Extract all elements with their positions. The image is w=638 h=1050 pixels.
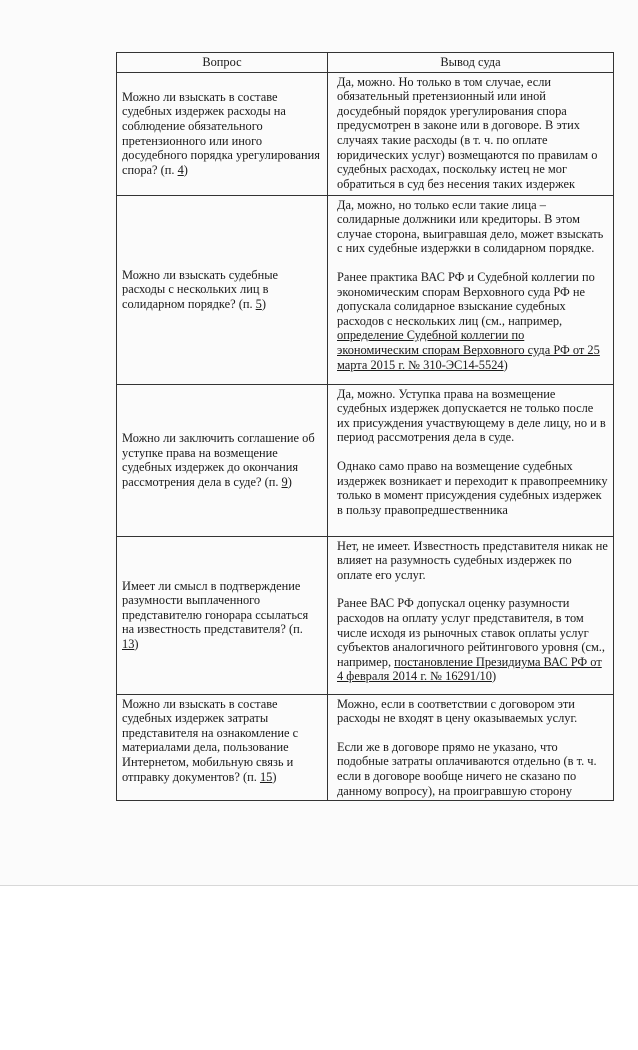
table-row — [117, 72, 614, 195]
court-ruling-link[interactable]: постановление Президиума ВАС РФ от 4 февраля 2014 г. № 16291/10 — [337, 654, 602, 684]
question-cell — [117, 536, 328, 694]
conclusion-cell — [328, 384, 614, 536]
question-cell — [117, 384, 328, 536]
question-end: ) — [287, 474, 292, 489]
paragraph-ref[interactable]: 4 — [177, 162, 184, 177]
conclusion-text: Да, можно, но только если такие лица – солидарные должники или кредиторы. В этом случае сторона, выигравшая дело, может взыскать с них судебные издержки в солидарном порядке. — [337, 197, 604, 256]
header-question: Вопрос — [117, 53, 328, 73]
table-header-row — [117, 53, 614, 73]
conclusion-note-text: Ранее ВАС РФ допускал оценку разумности расходов на оплату услуг представителя, в том числе исходя из рыночных ставок оплаты услуг субъектов аналогичного рейтингового уровня (см., например, — [337, 596, 606, 669]
table-row — [117, 694, 614, 801]
paragraph-ref[interactable]: 13 — [122, 636, 135, 651]
conclusion-text: Нет, не имеет. Известность представителя никак не влияет на разумность судебных издержек по оплате его услуг. — [337, 538, 608, 582]
conclusion-text: Да, можно. Уступка права на возмещение судебных издержек допускается не только после их присуждения участвующему в деле лицу, но и в период рассмотрения дела в суде. — [337, 386, 606, 445]
table-row — [117, 536, 614, 694]
header-conclusion: Вывод суда — [328, 53, 614, 73]
conclusion-text: Да, можно. Но только в том случае, если обязательный претензионный или иной досудебный порядок урегулирования спора предусмотрен в законе или в договоре. В этих случаях такие расходы (в т. ч. по оплате юридических услуг) возмещаются по правилам о судебных расходах, поскольку истец не мог обратиться в суд без несения таких издержек — [337, 74, 598, 191]
conclusion-note — [337, 596, 608, 684]
question-text: Можно ли заключить соглашение об уступке права на возмещение судебных издержек до окончания рассмотрения дела в суде? (п. — [122, 430, 315, 489]
conclusion-note: Однако само право на возмещение судебных издержек возникает и переходит к правопреемнику только в момент присуждения судебных издержек в пользу правопредшественника — [337, 458, 608, 517]
conclusion-note-end: ) — [503, 357, 508, 372]
conclusion-text: Можно, если в соответствии с договором эти расходы не входят в цену оказываемых услуг. — [337, 696, 578, 726]
question-text: Можно ли взыскать в составе судебных издержек затраты представителя на ознакомление с материалами дела, пользование Интернетом, мобильную связь и отправку документов? (п. — [122, 696, 299, 784]
question-end: ) — [183, 162, 188, 177]
conclusion-note — [337, 270, 608, 372]
table-row — [117, 384, 614, 536]
question-text: Можно ли взыскать судебные расходы с нескольких лиц в солидарном порядке? (п. — [122, 267, 279, 311]
question-text: Имеет ли смысл в подтверждение разумности выплаченного представителю гонорара ссылаться на известность представителя? (п. — [122, 578, 309, 637]
question-end: ) — [261, 296, 267, 311]
conclusion-cell — [328, 195, 614, 384]
question-end: ) — [134, 636, 139, 651]
conclusion-cell — [328, 694, 614, 801]
question-cell — [117, 195, 328, 384]
conclusion-note: Если же в договоре прямо не указано, что подобные затраты оплачиваются отдельно (в т. ч. если в договоре вообще ничего не сказано по данному вопросу), на проигравшую сторону — [337, 739, 597, 798]
question-cell — [117, 694, 328, 801]
conclusion-note-text: Ранее практика ВАС РФ и Судебной коллегии по экономическим спорам Верховного суда РФ не допускала солидарное взыскание судебных расходов с нескольких лиц (см., например, — [337, 269, 595, 328]
paragraph-ref[interactable]: 9 — [281, 474, 288, 489]
conclusion-note-end: ) — [491, 669, 497, 684]
conclusion-cell — [328, 536, 614, 694]
questions-table — [116, 52, 614, 801]
question-text: Можно ли взыскать в составе судебных издержек расходы на соблюдение обязательного претензионного или иного досудебного порядка урегулирования спора? (п. — [122, 89, 320, 177]
question-end: ) — [272, 769, 277, 784]
paragraph-ref[interactable]: 15 — [259, 769, 273, 784]
table-row — [117, 195, 614, 384]
question-cell — [117, 72, 328, 195]
paragraph-ref[interactable]: 5 — [255, 296, 262, 311]
court-ruling-link[interactable]: определение Судебной коллегии по экономическим спорам Верховного суда РФ от 25 марта 2015 г. № 310-ЭС14-5524 — [337, 328, 600, 372]
conclusion-cell — [328, 72, 614, 195]
